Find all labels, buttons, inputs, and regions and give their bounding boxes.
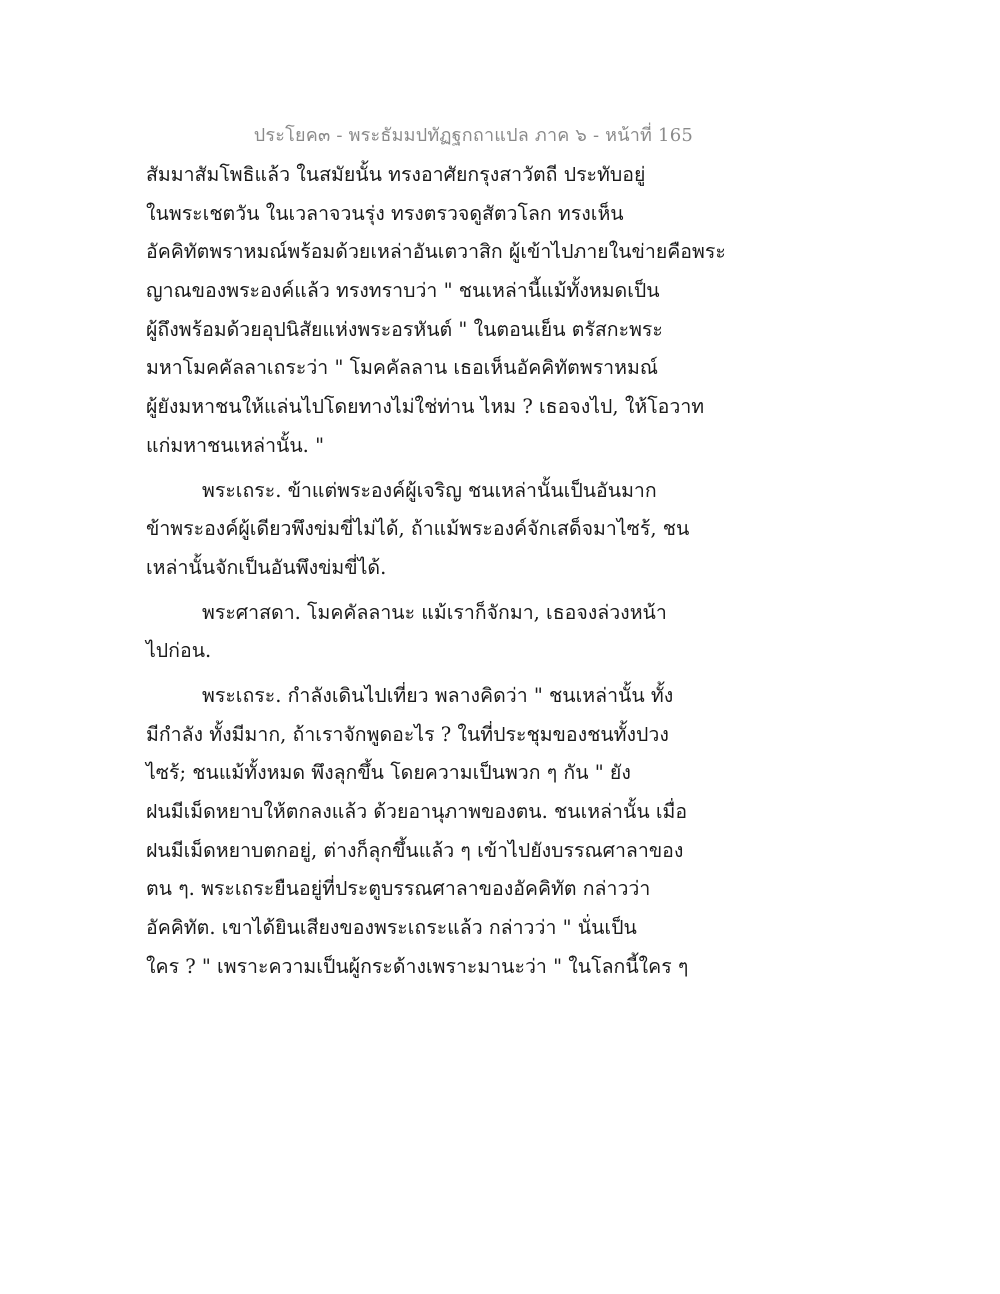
text-line: ใคร ? " เพราะความเป็นผู้กระด้างเพราะมานะว่า " ในโลกนี้ใคร ๆ [146, 954, 689, 978]
text-line: ผู้ยังมหาชนให้แล่นไปโดยทางไม่ใช่ท่าน ไหม ? เธอจงไป, ให้โอวาท [146, 395, 705, 419]
text-line: ข้าพระองค์ผู้เดียวพึงข่มขี่ไม่ได้, ถ้าแม้พระองค์จักเสด็จมาไซร้, ชน [146, 517, 690, 541]
text-line: ญาณของพระองค์แล้ว ทรงทราบว่า " ชนเหล่านี้แม้ทั้งหมดเป็น [146, 279, 660, 303]
text-line: อัคคิทัตพราหมณ์พร้อมด้วยเหล่าอันเตวาสิก ผู้เข้าไปภายในข่ายคือพระ [146, 240, 726, 264]
text-line: ฝนมีเม็ดหยาบให้ตกลงแล้ว ด้วยอานุภาพของตน. ชนเหล่านั้น เมื่อ [146, 800, 688, 823]
text-line: ฝนมีเม็ดหยาบตกอยู่, ต่างก็ลุกขึ้นแล้ว ๆ เข้าไปยังบรรณศาลาของ [146, 838, 684, 862]
paragraph-first-line: พระเถระ. ข้าแต่พระองค์ผู้เจริญ ชนเหล่านั้นเป็นอันมาก [202, 478, 657, 502]
text-line: เหล่านั้นจักเป็นอันพึงข่มขี่ได้. [146, 555, 387, 579]
text-line: แก่มหาชนเหล่านั้น. " [146, 433, 325, 457]
text-line: ในพระเชตวัน ในเวลาจวนรุ่ง ทรงตรวจดูสัตวโลก ทรงเห็น [146, 201, 624, 225]
text-line: มหาโมคคัลลาเถระว่า " โมคคัลลาน เธอเห็นอัคคิทัตพราหมณ์ [146, 356, 658, 380]
text-line: อัคคิทัต. เขาได้ยินเสียงของพระเถระแล้ว กล่าวว่า " นั่นเป็น [146, 916, 637, 940]
text-line: สัมมาสัมโพธิแล้ว ในสมัยนั้น ทรงอาศัยกรุงสาวัตถี ประทับอยู่ [146, 163, 646, 186]
text-line: ผู้ถึงพร้อมด้วยอุปนิสัยแห่งพระอรหันต์ " ในตอนเย็น ตรัสกะพระ [146, 317, 663, 341]
text-line: ไซร้; ชนแม้ทั้งหมด พึงลุกขึ้น โดยความเป็นพวก ๆ กัน " ยัง [146, 761, 631, 785]
text-line: มีกำลัง ทั้งมีมาก, ถ้าเราจักพูดอะไร ? ในที่ประชุมของชนทั้งปวง [146, 722, 669, 746]
paragraph-first-line: พระศาสดา. โมคคัลลานะ แม้เราก็จักมา, เธอจงล่วงหน้า [202, 600, 667, 624]
text-line: ไปก่อน. [146, 639, 212, 663]
text-line: ตน ๆ. พระเถระยืนอยู่ที่ประตูบรรณศาลาของอัคคิทัต กล่าวว่า [146, 877, 651, 901]
paragraph-first-line: พระเถระ. กำลังเดินไปเที่ยว พลางคิดว่า " ชนเหล่านั้น ทั้ง [202, 683, 674, 707]
running-head: ประโยค๓ - พระธัมมปทัฏฐกถาแปล ภาค ๖ - หน้าที่ 165 [253, 125, 693, 146]
body-text [146, 156, 726, 986]
